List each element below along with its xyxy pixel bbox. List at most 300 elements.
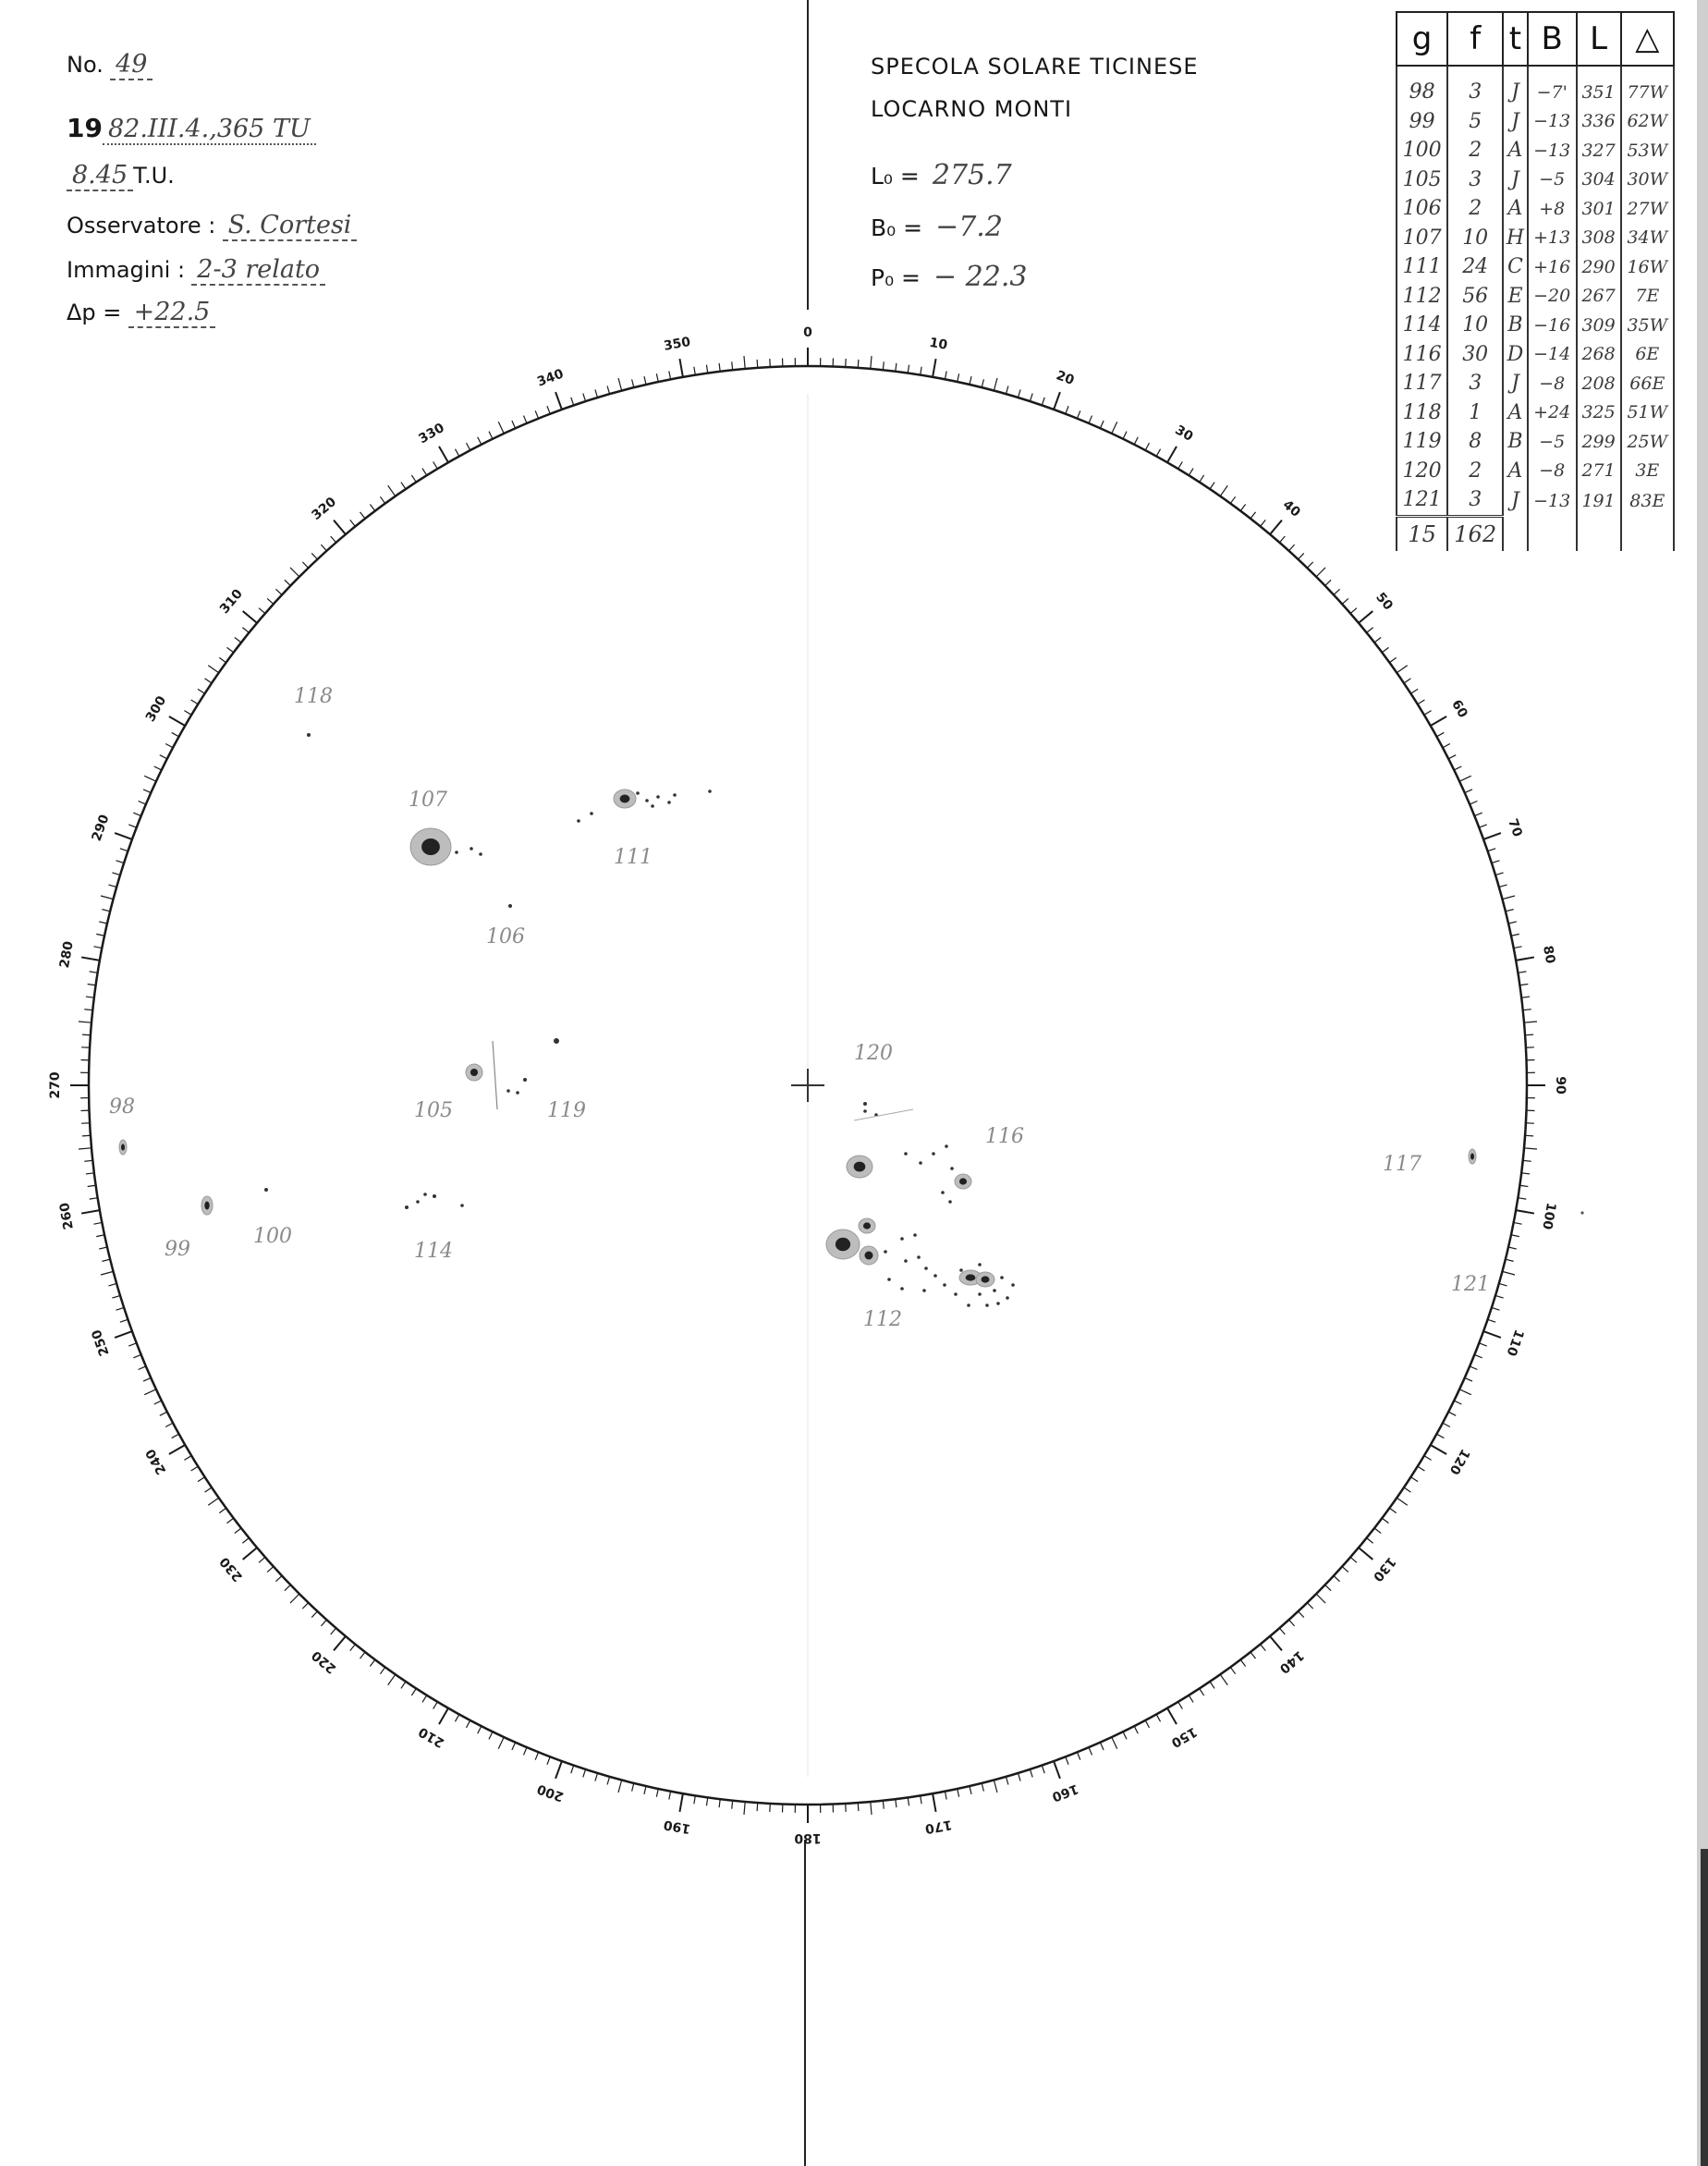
sunspot-pore — [1000, 1276, 1004, 1279]
degree-tick — [259, 608, 265, 614]
scan-edge — [1697, 0, 1708, 2166]
degree-tick — [81, 1210, 100, 1213]
degree-tick — [1454, 1401, 1461, 1404]
sunspot-pore — [948, 1200, 952, 1204]
degree-tick — [401, 1682, 406, 1688]
degree-tick — [467, 443, 470, 450]
table-cell-g: 98 — [1397, 66, 1447, 107]
degree-tick — [290, 1594, 299, 1603]
degree-tick — [1511, 1235, 1519, 1237]
degree-tick — [1200, 1688, 1204, 1695]
degree-tick — [719, 1799, 720, 1807]
degree-tick — [498, 422, 504, 434]
degree-tick — [112, 1295, 120, 1298]
degree-label: 200 — [535, 1781, 567, 1805]
table-cell-d: 16W — [1621, 252, 1674, 282]
sunspot-pore — [887, 1278, 891, 1281]
table-cell-f: 56 — [1447, 282, 1503, 312]
table-cell-l: 299 — [1577, 427, 1621, 457]
institution-line1: SPECOLA SOLARE TICINESE — [871, 54, 1199, 80]
degree-tick — [1465, 789, 1472, 793]
degree-tick — [1006, 385, 1007, 394]
degree-tick — [489, 1732, 493, 1739]
table-cell-l: 290 — [1577, 252, 1621, 282]
degree-tick — [1134, 1726, 1138, 1733]
table-cell-f: 30 — [1447, 340, 1503, 370]
table-cell-g: 116 — [1397, 340, 1447, 370]
degree-tick — [331, 1628, 336, 1634]
table-cell-d: 34W — [1621, 224, 1674, 253]
degree-label: 340 — [535, 366, 567, 390]
degree-tick — [945, 371, 946, 379]
degree-label: 100 — [1539, 1201, 1559, 1231]
table-cell-d: 77W — [1621, 66, 1674, 107]
degree-tick — [858, 1803, 859, 1811]
degree-tick — [618, 1780, 622, 1793]
degree-tick — [259, 1557, 265, 1562]
degree-tick — [1156, 1714, 1160, 1721]
degree-tick — [1508, 1247, 1517, 1249]
table-cell-g: 111 — [1397, 252, 1447, 282]
table-cell-t: A — [1503, 194, 1528, 224]
degree-tick — [1066, 1756, 1068, 1764]
table-cell-f: 3 — [1447, 165, 1503, 195]
degree-tick — [1299, 1611, 1304, 1618]
degree-label: 50 — [1372, 590, 1396, 614]
degree-tick — [108, 885, 116, 887]
degree-tick — [360, 1652, 365, 1658]
degree-tick — [607, 385, 609, 394]
degree-tick — [331, 536, 336, 543]
degree-tick — [644, 376, 646, 385]
table-cell-g: 118 — [1397, 398, 1447, 428]
degree-tick — [679, 359, 682, 377]
degree-tick — [982, 1783, 983, 1792]
sunspot-pore — [917, 1255, 921, 1259]
degree-tick — [219, 657, 226, 662]
sunspot-pore — [673, 793, 677, 797]
degree-label: 0 — [803, 325, 812, 340]
degree-tick — [1240, 504, 1245, 510]
degree-tick — [1508, 922, 1517, 924]
degree-tick — [595, 389, 598, 398]
degree-tick — [1123, 1732, 1127, 1739]
degree-tick — [1506, 1259, 1514, 1261]
degree-tick — [1488, 1319, 1496, 1322]
sunspot-pore — [900, 1237, 904, 1241]
degree-tick — [523, 416, 527, 423]
degree-tick — [82, 1034, 91, 1035]
degree-tick — [632, 379, 634, 387]
degree-tick — [144, 1389, 156, 1395]
observer-label: Osservatore : — [67, 213, 216, 239]
degree-tick — [90, 1198, 98, 1199]
degree-tick — [744, 356, 745, 369]
param-B0-value: −7.2 — [935, 211, 1003, 243]
sunspot-pore — [924, 1267, 928, 1270]
degree-tick — [1156, 449, 1160, 457]
sunspot-pore — [307, 733, 311, 737]
degree-tick — [242, 1538, 249, 1544]
degree-tick — [1240, 1659, 1245, 1666]
degree-tick — [102, 1259, 110, 1261]
sunspot-pore — [904, 1259, 908, 1263]
sunspot-umbra — [421, 838, 440, 855]
degree-tick — [1483, 833, 1501, 839]
spot-group-label: 116 — [985, 1125, 1024, 1148]
degree-tick — [1307, 562, 1312, 568]
sunspot-pore — [508, 904, 512, 908]
degree-tick — [116, 1307, 125, 1310]
degree-tick — [1210, 483, 1214, 489]
degree-tick — [1342, 1567, 1348, 1572]
degree-tick — [1443, 1423, 1450, 1426]
degree-tick — [101, 896, 114, 899]
degree-tick — [388, 1674, 396, 1684]
degree-tick — [1374, 1528, 1381, 1534]
degree-tick — [115, 833, 132, 839]
degree-tick — [1134, 437, 1138, 445]
degree-tick — [1054, 1761, 1060, 1779]
images-label: Immagini : — [67, 257, 186, 283]
table-cell-g: 106 — [1397, 194, 1447, 224]
degree-tick — [205, 1487, 212, 1492]
sheet-number-value: 49 — [110, 50, 152, 80]
sunspot-pore — [863, 1109, 867, 1113]
degree-tick — [1514, 1222, 1522, 1224]
degree-label: 240 — [142, 1446, 170, 1477]
degree-tick — [350, 1645, 356, 1651]
total-groups: 15 — [1397, 516, 1447, 551]
table-cell-d: 3E — [1621, 457, 1674, 486]
degree-tick — [744, 1802, 745, 1815]
degree-tick — [970, 376, 971, 385]
degree-tick — [79, 1148, 92, 1149]
degree-tick — [1261, 1645, 1266, 1651]
degree-tick — [1404, 1487, 1410, 1492]
degree-tick — [1410, 689, 1418, 693]
sunspot-pore — [913, 1233, 917, 1237]
sunspot-pore — [516, 1091, 519, 1095]
degree-label: 290 — [89, 813, 113, 844]
degree-tick — [208, 1498, 218, 1505]
table-cell-f: 2 — [1447, 194, 1503, 224]
degree-tick — [1250, 512, 1256, 519]
table-cell-l: 191 — [1577, 485, 1621, 516]
degree-tick — [571, 398, 574, 406]
sunspot-pore — [479, 852, 482, 856]
table-cell-f: 5 — [1447, 107, 1503, 137]
table-cell-d: 27W — [1621, 194, 1674, 224]
degree-tick — [535, 410, 538, 418]
degree-tick — [350, 520, 356, 526]
table-cell-g: 114 — [1397, 311, 1447, 340]
col-header-g: g — [1397, 12, 1447, 66]
table-cell-b: −5 — [1528, 427, 1577, 457]
table-cell-b: −8 — [1528, 369, 1577, 398]
degree-tick — [1448, 1412, 1456, 1415]
degree-tick — [1523, 1160, 1531, 1161]
degree-tick — [1200, 475, 1204, 483]
sunspot-umbra — [959, 1178, 967, 1184]
degree-tick — [1465, 1377, 1472, 1381]
degree-label: 160 — [1049, 1781, 1080, 1805]
degree-tick — [128, 1343, 136, 1346]
degree-tick — [1431, 1445, 1446, 1454]
sunspot-umbra — [470, 1069, 478, 1076]
sunspot-pore — [667, 801, 671, 804]
degree-tick — [933, 359, 935, 377]
degree-tick — [656, 373, 658, 382]
degree-tick — [1270, 1636, 1282, 1650]
degree-tick — [370, 504, 374, 510]
table-cell-d: 66E — [1621, 369, 1674, 398]
table-cell-f: 1 — [1447, 398, 1503, 428]
degree-tick — [1502, 896, 1515, 899]
table-cell-d: 62W — [1621, 107, 1674, 137]
degree-tick — [945, 1792, 946, 1800]
sunspot-pore — [950, 1167, 954, 1170]
degree-label: 80 — [1540, 944, 1558, 965]
sunspot-umbra — [620, 795, 630, 803]
sunspot-umbra — [1470, 1153, 1474, 1159]
table-cell-l: 327 — [1577, 136, 1621, 165]
degree-label: 280 — [56, 939, 77, 970]
spot-group-label: 107 — [409, 789, 447, 812]
degree-tick — [139, 1366, 146, 1370]
degree-tick — [93, 947, 102, 948]
sunspot-pore — [904, 1152, 908, 1156]
table-cell-f: 3 — [1447, 485, 1503, 516]
degree-tick — [1018, 389, 1020, 398]
degree-tick — [267, 598, 274, 604]
degree-tick — [994, 378, 997, 391]
degree-label: 70 — [1505, 816, 1525, 839]
degree-tick — [1404, 679, 1410, 683]
degree-label: 140 — [1275, 1647, 1307, 1677]
sunspot-umbra — [982, 1276, 990, 1282]
degree-tick — [706, 1797, 707, 1805]
degree-tick — [883, 1801, 884, 1809]
degree-tick — [1112, 1737, 1117, 1749]
degree-tick — [858, 360, 859, 368]
sunspot-pore — [900, 1287, 904, 1291]
degree-tick — [1374, 637, 1381, 642]
spot-group-label: 118 — [294, 685, 333, 708]
degree-tick — [411, 1688, 416, 1695]
degree-tick — [1382, 1518, 1388, 1523]
degree-tick — [455, 449, 458, 457]
degree-tick — [243, 611, 257, 623]
degree-tick — [1066, 406, 1068, 413]
degree-tick — [380, 1667, 384, 1673]
degree-label: 230 — [216, 1553, 246, 1585]
degree-tick — [1474, 813, 1482, 815]
degree-tick — [84, 1160, 92, 1161]
table-cell-d: 53W — [1621, 136, 1674, 165]
degree-tick — [455, 1714, 458, 1721]
table-cell-b: +8 — [1528, 194, 1577, 224]
degree-tick — [184, 711, 191, 716]
degree-tick — [198, 1477, 205, 1482]
sunspot-pore — [460, 1204, 464, 1207]
degree-tick — [160, 755, 167, 759]
degree-tick — [908, 365, 909, 373]
table-cell-f: 2 — [1447, 457, 1503, 486]
degree-tick — [133, 813, 140, 815]
degree-tick — [143, 1377, 151, 1381]
degree-tick — [1525, 1135, 1533, 1136]
spot-group-label: 111 — [614, 846, 653, 869]
degree-tick — [467, 1720, 470, 1728]
sunspot-umbra — [204, 1202, 209, 1210]
table-cell-d: 7E — [1621, 282, 1674, 312]
degree-tick — [1502, 1271, 1515, 1275]
degree-tick — [1492, 1307, 1500, 1310]
table-cell-t: B — [1503, 311, 1528, 340]
degree-label: 310 — [216, 586, 246, 618]
degree-tick — [165, 1423, 173, 1426]
table-cell-t: B — [1503, 427, 1528, 457]
table-cell-g: 112 — [1397, 282, 1447, 312]
degree-tick — [439, 447, 448, 462]
spot-group-label: 117 — [1383, 1153, 1421, 1176]
sunspot-umbra — [863, 1222, 871, 1229]
degree-tick — [1270, 520, 1282, 534]
degree-tick — [334, 1636, 346, 1650]
sunspot-pore — [954, 1292, 958, 1296]
degree-label: 270 — [48, 1071, 63, 1099]
degree-tick — [101, 1271, 114, 1275]
degree-tick — [1089, 1747, 1092, 1755]
table-cell-t: J — [1503, 369, 1528, 398]
sunspot-umbra — [836, 1238, 850, 1251]
sunspot-pore — [941, 1191, 945, 1194]
sunspot-pore — [1006, 1296, 1009, 1300]
degree-tick — [757, 1803, 758, 1811]
guide-stroke — [493, 1041, 497, 1109]
degree-tick — [1479, 825, 1486, 827]
col-header-B: B — [1528, 12, 1577, 66]
degree-tick — [102, 910, 110, 912]
degree-tick — [1334, 589, 1340, 594]
degree-tick — [1210, 1682, 1214, 1688]
degree-tick — [896, 363, 897, 372]
degree-label: 20 — [1054, 368, 1077, 388]
table-cell-g: 107 — [1397, 224, 1447, 253]
table-cell-d: 6E — [1621, 340, 1674, 370]
table-cell-t: J — [1503, 485, 1528, 516]
table-cell-b: −13 — [1528, 107, 1577, 137]
degree-tick — [547, 1756, 550, 1764]
degree-tick — [433, 461, 438, 469]
degree-tick — [433, 1702, 438, 1709]
degree-tick — [1178, 461, 1183, 469]
degree-tick — [908, 1797, 909, 1805]
sunspot-pore — [967, 1303, 970, 1307]
table-cell-t: A — [1503, 457, 1528, 486]
degree-tick — [139, 801, 146, 804]
degree-tick — [1220, 1674, 1227, 1684]
degree-tick — [607, 1777, 609, 1785]
degree-label: 190 — [662, 1817, 692, 1837]
spot-group-label: 98 — [109, 1095, 135, 1119]
degree-tick — [302, 1603, 308, 1609]
time-value: 8.45 — [67, 161, 133, 191]
degree-tick — [1359, 611, 1372, 623]
table-cell-g: 99 — [1397, 107, 1447, 137]
degree-tick — [595, 1773, 598, 1781]
degree-tick — [198, 689, 205, 693]
table-cell-l: 208 — [1577, 369, 1621, 398]
degree-tick — [1397, 1498, 1407, 1505]
degree-tick — [571, 1766, 574, 1774]
sunspot-pore — [455, 850, 458, 854]
degree-label: 300 — [142, 693, 170, 725]
sunspot-umbra — [865, 1252, 873, 1260]
degree-tick — [555, 392, 562, 410]
sunspot-pore — [577, 819, 580, 823]
degree-tick — [982, 379, 983, 387]
degree-tick — [994, 1780, 997, 1793]
table-cell-t: A — [1503, 398, 1528, 428]
degree-tick — [1518, 1198, 1526, 1199]
sunspot-pore — [416, 1200, 420, 1204]
degree-tick — [1418, 1466, 1425, 1471]
sunspot-pore — [985, 1303, 989, 1307]
param-P0-label: P₀ = — [871, 264, 921, 291]
col-header-L: L — [1577, 12, 1621, 66]
table-cell-f: 10 — [1447, 311, 1503, 340]
degree-tick — [669, 1792, 671, 1800]
table-cell-l: 309 — [1577, 311, 1621, 340]
degree-tick — [311, 553, 317, 559]
degree-tick — [1030, 394, 1032, 402]
degree-tick — [1470, 1366, 1477, 1370]
sunspot-pore — [959, 1268, 963, 1272]
degree-label: 30 — [1172, 422, 1196, 445]
degree-tick — [184, 1456, 191, 1461]
degree-tick — [1230, 1667, 1235, 1673]
degree-tick — [1511, 934, 1519, 936]
spot-group-label: 99 — [165, 1238, 190, 1261]
degree-tick — [321, 545, 326, 551]
col-header-delta: △ — [1621, 12, 1674, 66]
degree-tick — [1483, 1331, 1501, 1338]
table-cell-f: 3 — [1447, 369, 1503, 398]
date-value: 82.III.4.,365 TU — [103, 115, 316, 145]
table-cell-f: 10 — [1447, 224, 1503, 253]
degree-tick — [523, 1747, 527, 1755]
degree-tick — [302, 562, 308, 568]
degree-tick — [99, 1247, 107, 1249]
degree-tick — [1250, 1652, 1256, 1658]
degree-tick — [970, 1786, 971, 1794]
degree-tick — [120, 849, 128, 851]
degree-tick — [933, 1793, 935, 1812]
images-value: 2-3 relato — [191, 255, 325, 286]
degree-tick — [191, 1466, 199, 1471]
sunspot-pore — [708, 789, 712, 793]
degree-tick — [1230, 496, 1235, 503]
degree-tick — [86, 1173, 94, 1174]
table-cell-f: 3 — [1447, 66, 1503, 107]
degree-tick — [871, 356, 872, 369]
degree-tick — [1042, 1766, 1044, 1774]
degree-label: 90 — [1553, 1076, 1568, 1095]
degree-tick — [235, 1528, 241, 1534]
degree-tick — [1178, 1702, 1183, 1709]
